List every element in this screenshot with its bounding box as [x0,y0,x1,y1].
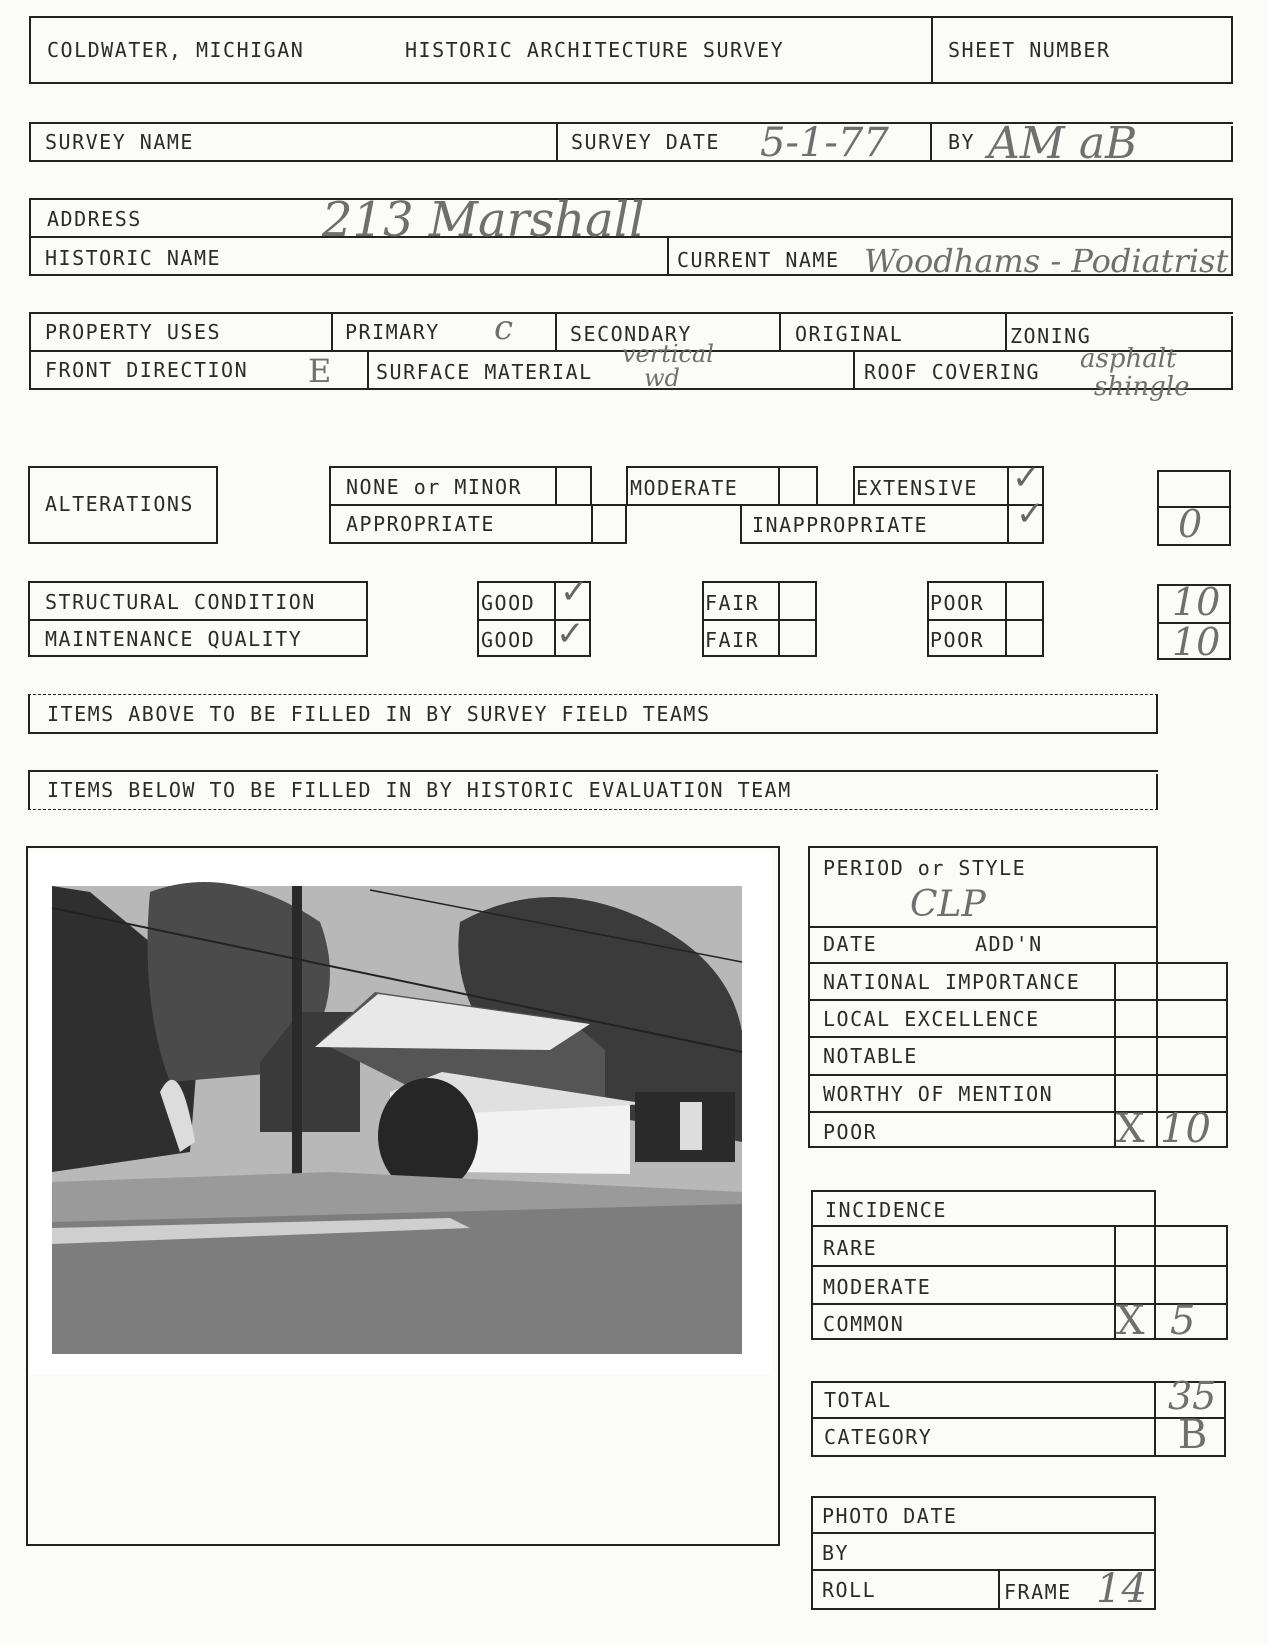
photo-neighbor-window [680,1102,702,1150]
roof-covering-label: ROOF COVERING [864,360,1041,384]
surface-material-value-1: vertical [622,340,714,368]
address-label: ADDRESS [47,207,142,231]
photo-date-label: PHOTO DATE [822,1504,958,1528]
eval-score-end [1226,962,1228,1148]
header-city: COLDWATER, MICHIGAN [47,38,305,62]
property-uses-label: PROPERTY USES [45,320,222,344]
survey-by-label: BY [948,130,976,154]
roof-covering-value-2: shingle [1094,372,1190,402]
survey-end [1231,126,1233,160]
structural-poor-label: POOR [930,591,985,615]
frame-label: FRAME [1004,1580,1072,1604]
frame-divider [998,1569,1000,1610]
structural-good-check: ✓ [560,572,589,612]
period-value: CLP [910,884,986,925]
note-above-top [28,694,1158,695]
prop-div-1 [331,312,333,350]
zoning-label: ZONING [1010,324,1092,348]
structural-fair-label: FAIR [705,591,760,615]
alt-extensive-label: EXTENSIVE [856,476,978,500]
roof-covering-value-1: asphalt [1080,344,1177,374]
surface-material-value-2: wd [644,364,680,392]
inc-line-2 [811,1265,1226,1267]
incidence-moderate-label: MODERATE [823,1275,932,1299]
maintenance-good-check: ✓ [556,614,585,654]
common-score: 5 [1170,1298,1196,1344]
primary-label: PRIMARY [345,320,440,344]
secondary-label: SECONDARY [570,322,692,346]
address-value: 213 Marshall [322,192,645,248]
alt-inappropriate-label: INAPPROPRIATE [752,513,929,537]
surface-material-label: SURFACE MATERIAL [376,360,593,384]
fair-check-div [778,581,780,657]
alt-none-label: NONE or MINOR [346,475,523,499]
eval-line-3 [808,1036,1228,1038]
front-direction-value: E [308,352,332,390]
alt-moderate-label: MODERATE [630,476,739,500]
eval-poor-score: 10 [1160,1106,1211,1152]
structural-label: STRUCTURAL CONDITION [45,590,316,614]
notable-label: NOTABLE [823,1044,918,1068]
survey-date-value: 5-1-77 [760,120,889,166]
eval-addn-label: ADD'N [975,932,1043,956]
prop-div-5 [367,350,369,390]
period-label: PERIOD or STYLE [823,856,1027,880]
header-title: HISTORIC ARCHITECTURE SURVEY [405,38,785,62]
survey-by-value: AM aB [988,118,1138,169]
structural-score: 10 [1172,580,1221,624]
maintenance-fair-label: FAIR [705,628,760,652]
note-below-end [1156,774,1158,810]
category-label: CATEGORY [824,1425,933,1449]
common-mark: X [1116,1298,1145,1344]
total-value: 35 [1168,1374,1217,1418]
prop-div-6 [853,350,855,390]
eval-poor-mark: X [1116,1106,1145,1152]
condition-label-divider [28,619,368,621]
poor-check-div [1005,581,1007,657]
alt-appropriate-check-div [591,504,593,544]
common-label: COMMON [823,1312,905,1336]
alterations-score: 0 [1178,502,1203,546]
property-end [1231,316,1233,388]
eval-line-4 [808,1074,1228,1076]
photo-info-line-1 [811,1532,1156,1534]
maintenance-label: MAINTENANCE QUALITY [45,627,303,651]
totals-score-div [1154,1381,1156,1457]
poor-divider [927,619,1044,621]
building-photo [30,852,772,1374]
total-label: TOTAL [824,1388,892,1412]
note-above: ITEMS ABOVE TO BE FILLED IN BY SURVEY FIELD TEAMS [47,702,711,726]
worthy-label: WORTHY OF MENTION [823,1082,1054,1106]
survey-name-label: SURVEY NAME [45,130,194,154]
alt-extensive-check-div [1007,466,1009,506]
alt-extensive-check: ✓ [1012,458,1041,498]
roll-label: ROLL [822,1578,877,1602]
prop-div-2 [555,312,557,350]
alt-inappropriate-check-div [1007,504,1009,544]
national-importance-label: NATIONAL IMPORTANCE [823,970,1081,994]
structural-good-label: GOOD [481,591,536,615]
alt-none-check-div [555,466,557,506]
note-below: ITEMS BELOW TO BE FILLED IN BY HISTORIC EVALUATION TEAM [47,778,792,802]
survey-divider-1 [556,122,558,162]
eval-line-1 [808,962,1228,964]
sheet-number-label: SHEET NUMBER [948,38,1111,62]
photo-by-label: BY [822,1541,850,1565]
prop-div-4 [1005,312,1007,350]
eval-line-0 [808,926,1158,928]
rare-label: RARE [823,1236,878,1260]
incidence-label: INCIDENCE [825,1198,947,1222]
maintenance-good-label: GOOD [481,628,536,652]
current-name-label: CURRENT NAME [677,248,840,272]
building-photo-svg [30,852,772,1374]
eval-date-label: DATE [823,932,878,956]
name-divider [667,236,669,276]
eval-poor-label: POOR [823,1120,878,1144]
inc-score-end [1226,1225,1228,1340]
header-divider [931,16,933,84]
maintenance-poor-label: POOR [930,628,985,652]
historic-name-label: HISTORIC NAME [45,246,222,270]
category-value: B [1178,1412,1208,1458]
totals-divider [811,1417,1226,1419]
survey-divider-2 [930,122,932,162]
inc-line-1 [811,1225,1226,1227]
maintenance-score: 10 [1172,620,1221,664]
alt-inappropriate-check: ✓ [1016,494,1045,534]
survey-date-label: SURVEY DATE [571,130,720,154]
eval-line-2 [808,999,1228,1001]
primary-value: c [494,308,514,348]
alt-appropriate-label: APPROPRIATE [346,512,495,536]
front-direction-label: FRONT DIRECTION [45,358,249,382]
current-name-value: Woodhams - Podiatrist [864,242,1229,280]
prop-div-3 [779,312,781,350]
alterations-label: ALTERATIONS [45,492,194,516]
frame-value: 14 [1096,1566,1147,1612]
alt-moderate-check-div [778,466,780,506]
inc-line-3 [811,1303,1226,1305]
original-label: ORIGINAL [795,322,904,346]
local-excellence-label: LOCAL EXCELLENCE [823,1007,1040,1031]
fair-divider [702,619,817,621]
